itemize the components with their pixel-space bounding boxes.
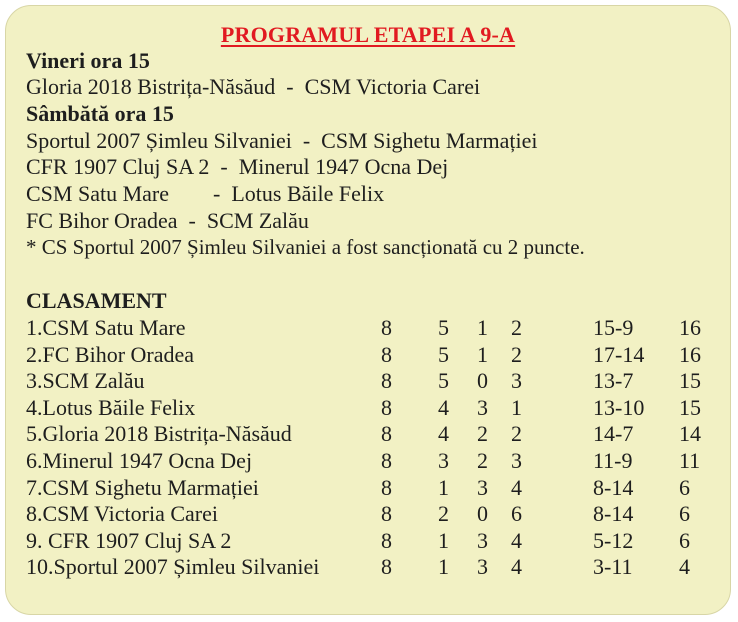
standings-row [26, 368, 726, 394]
standings-row [26, 475, 726, 501]
lost-count: 1 [511, 394, 522, 420]
team-name: 1.CSM Satu Mare [26, 315, 186, 340]
standings-row [26, 448, 726, 474]
goal-ratio: 8-14 [593, 501, 634, 527]
match-line: FC Bihor Oradea - SCM Zalău [26, 208, 309, 233]
standings-row [26, 315, 726, 341]
lost-count: 3 [511, 448, 522, 473]
standings-row [26, 554, 726, 580]
points-total: 6 [679, 501, 690, 527]
standings-row [26, 342, 726, 368]
points-total: 11 [679, 448, 701, 473]
match-line: Gloria 2018 Bistrița-Năsăud - CSM Victoria Carei [26, 74, 481, 99]
won-count: 5 [438, 341, 449, 367]
drawn-count: 0 [477, 368, 488, 394]
drawn-count: 2 [477, 448, 488, 473]
won-count: 3 [438, 448, 449, 473]
team-name: 10.Sportul 2007 Șimleu Silvaniei [26, 554, 320, 580]
lost-count: 4 [511, 554, 522, 580]
drawn-count: 3 [477, 527, 488, 553]
played-count: 8 [381, 501, 392, 527]
match-line: Sportul 2007 Șimleu Silvaniei - CSM Sighetu Marmației [26, 128, 538, 153]
standings-row [26, 421, 726, 447]
points-total: 14 [679, 421, 701, 447]
lost-count: 4 [511, 474, 522, 500]
goal-ratio: 17-14 [593, 341, 645, 367]
team-name: 2.FC Bihor Oradea [26, 341, 195, 367]
goal-ratio: 13-10 [593, 394, 645, 420]
won-count: 5 [438, 368, 449, 394]
team-name: 4.Lotus Băile Felix [26, 394, 196, 420]
standings-row [26, 528, 726, 554]
played-count: 8 [381, 527, 392, 553]
won-count: 1 [438, 527, 449, 553]
team-name: 7.CSM Sighetu Marmației [26, 474, 259, 500]
won-count: 2 [438, 501, 449, 527]
won-count: 1 [438, 474, 449, 500]
points-total: 6 [679, 527, 690, 553]
drawn-count: 3 [477, 474, 488, 500]
played-count: 8 [381, 448, 392, 473]
drawn-count: 1 [477, 315, 488, 340]
lost-count: 4 [511, 527, 522, 553]
played-count: 8 [381, 421, 392, 447]
team-name: 5.Gloria 2018 Bistrița-Năsăud [26, 421, 292, 447]
lost-count: 3 [511, 368, 522, 394]
match-line: CSM Satu Mare - Lotus Băile Felix [26, 181, 385, 206]
won-count: 5 [438, 315, 449, 340]
won-count: 1 [438, 554, 449, 580]
points-total: 16 [679, 341, 701, 367]
played-count: 8 [381, 554, 392, 580]
played-count: 8 [381, 341, 392, 367]
team-name: 8.CSM Victoria Carei [26, 501, 218, 527]
goal-ratio: 13-7 [593, 368, 634, 394]
points-total: 4 [679, 554, 690, 580]
standings-row [26, 501, 726, 527]
drawn-count: 3 [477, 554, 488, 580]
played-count: 8 [381, 474, 392, 500]
played-count: 8 [381, 368, 392, 394]
team-name: 6.Minerul 1947 Ocna Dej [26, 448, 253, 473]
drawn-count: 1 [477, 341, 488, 367]
goal-ratio: 15-9 [593, 315, 634, 340]
points-total: 15 [679, 368, 701, 394]
points-total: 6 [679, 474, 690, 500]
drawn-count: 0 [477, 501, 488, 527]
goal-ratio: 8-14 [593, 474, 634, 500]
lost-count: 2 [511, 421, 522, 447]
won-count: 4 [438, 421, 449, 447]
goal-ratio: 14-7 [593, 421, 634, 447]
standings-row [26, 395, 726, 421]
drawn-count: 2 [477, 421, 488, 447]
played-count: 8 [381, 315, 392, 340]
day-heading-friday: Vineri ora 15 [26, 48, 150, 73]
points-total: 15 [679, 394, 701, 420]
goal-ratio: 11-9 [593, 448, 633, 473]
day-heading-saturday: Sâmbătă ora 15 [26, 101, 174, 126]
drawn-count: 3 [477, 394, 488, 420]
lost-count: 2 [511, 341, 522, 367]
points-total: 16 [679, 315, 701, 340]
sanction-note: * CS Sportul 2007 Șimleu Silvaniei a fost sancționată cu 2 puncte. [26, 235, 585, 259]
goal-ratio: 5-12 [593, 527, 634, 553]
schedule-title: PROGRAMUL ETAPEI A 9-A [220, 22, 516, 47]
goal-ratio: 3-11 [593, 554, 633, 580]
played-count: 8 [381, 394, 392, 420]
won-count: 4 [438, 394, 449, 420]
fixtures-panel [5, 5, 731, 615]
standings-title: CLASAMENT [26, 288, 167, 313]
team-name: 9. CFR 1907 Cluj SA 2 [26, 527, 232, 553]
match-line: CFR 1907 Cluj SA 2 - Minerul 1947 Ocna Dej [26, 154, 449, 179]
lost-count: 6 [511, 501, 522, 527]
lost-count: 2 [511, 315, 522, 340]
team-name: 3.SCM Zalău [26, 368, 145, 394]
